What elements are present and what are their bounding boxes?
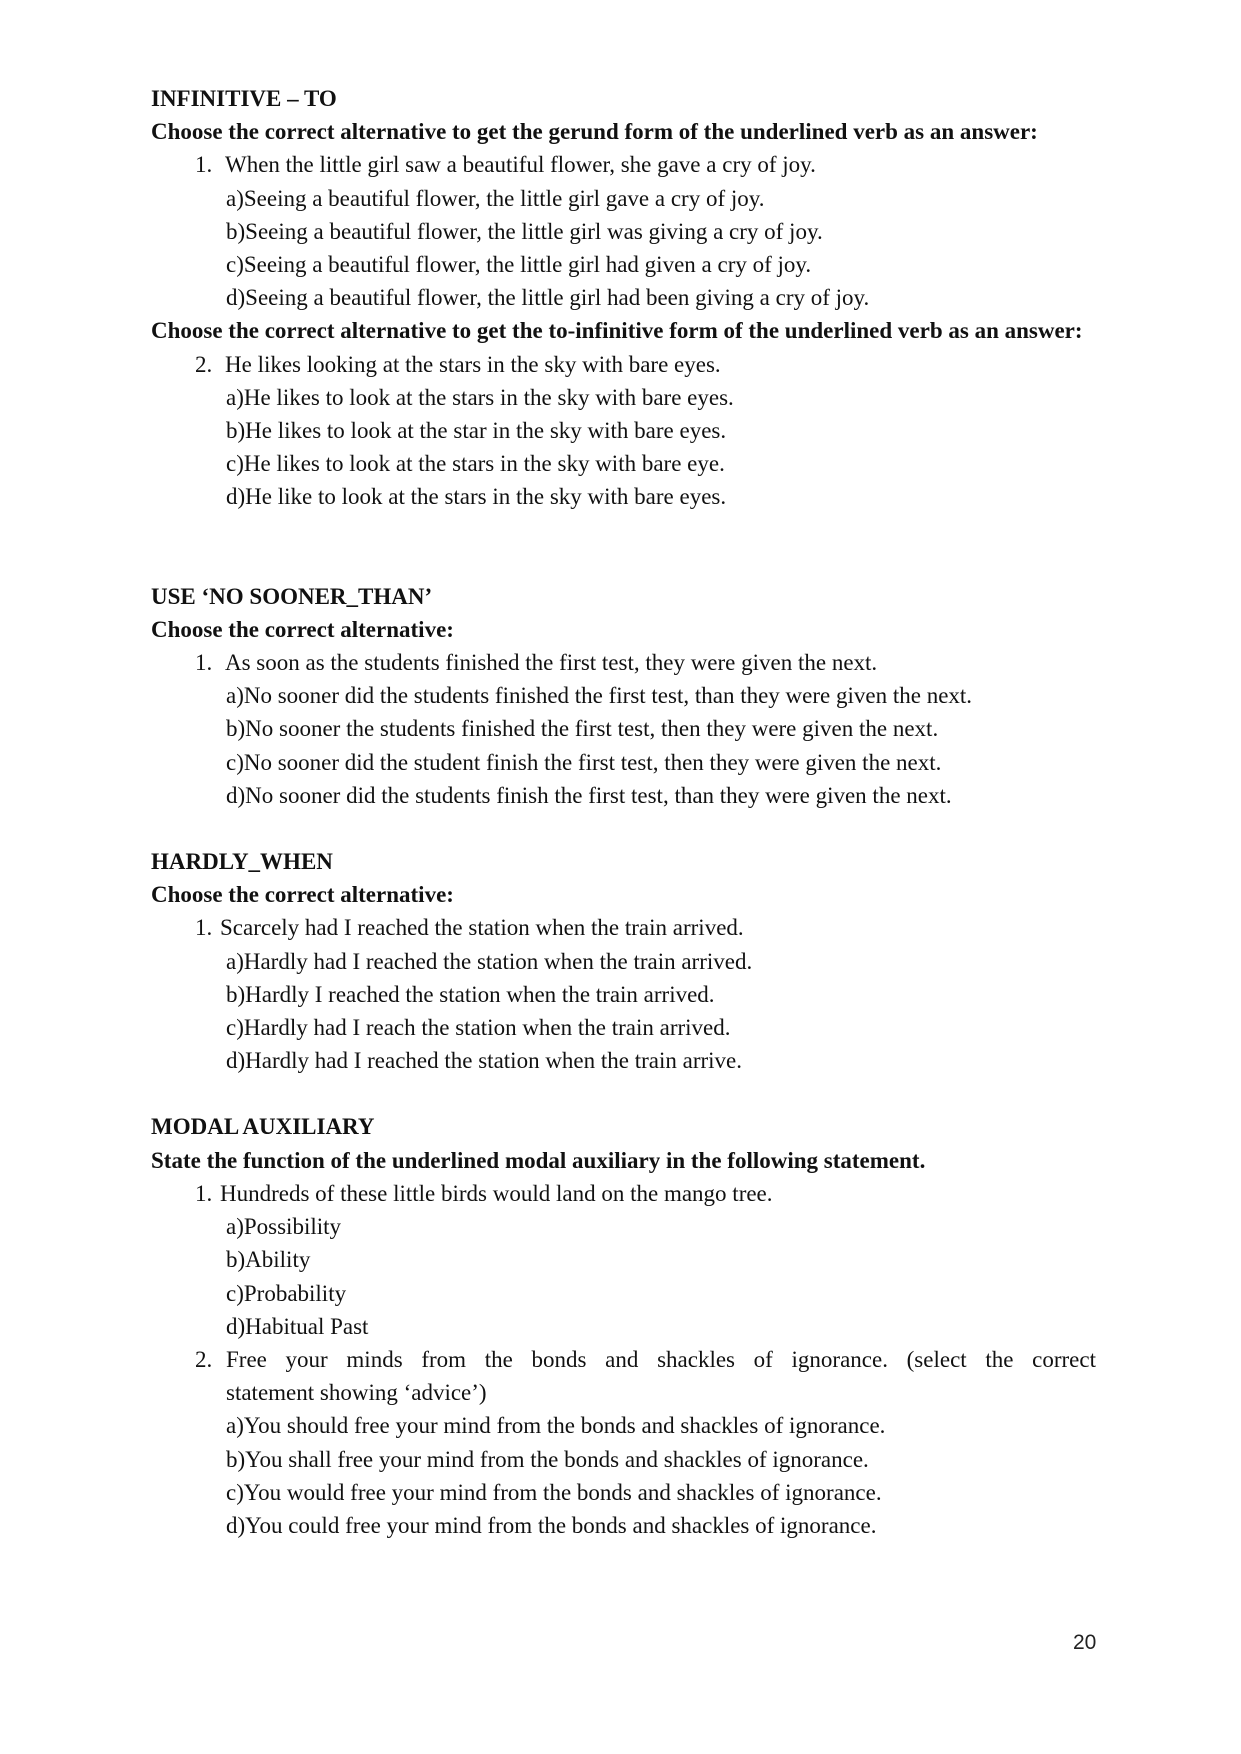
page-number: 20 — [1073, 1631, 1097, 1654]
option-d: d)Hardly had I reached the station when the train arrive. — [226, 1048, 743, 1074]
option-d: d)He like to look at the stars in the sky with bare eyes. — [226, 484, 727, 510]
section-heading-hardly: HARDLY_WHEN — [151, 849, 333, 875]
section-heading-infinitive: INFINITIVE – TO — [151, 86, 337, 111]
option-a: a)Seeing a beautiful flower, the little girl gave a cry of joy. — [226, 185, 765, 211]
option-b: b)Seeing a beautiful flower, the little girl was giving a cry of joy. — [226, 218, 823, 244]
instruction-gerund: Choose the correct alternative to get the gerund form of the underlined verb as an answer: — [151, 119, 1038, 145]
option-a: a)He likes to look at the stars in the sky with bare eyes. — [226, 384, 734, 410]
option-c: c)Hardly had I reach the station when the train arrived. — [226, 1015, 731, 1041]
instruction-to-infinitive: Choose the correct alternative to get the to-infinitive form of the underlined verb as an answer: — [151, 318, 1083, 344]
option-c: c)No sooner did the student finish the first test, then they were given the next. — [226, 749, 942, 775]
question-number: 1. — [195, 650, 213, 676]
option-c: c)He likes to look at the stars in the sky with bare eye. — [226, 451, 725, 477]
question-2 — [151, 1343, 1096, 1376]
option-b: b)You shall free your mind from the bonds and shackles of ignorance. — [226, 1446, 869, 1472]
question-text-line-2: statement showing ‘advice’) — [226, 1380, 487, 1406]
question-text: When the little girl saw a beautiful flower, she gave a cry of joy. — [225, 152, 816, 178]
question-number: 2. — [195, 351, 213, 377]
option-a: a)Possibility — [226, 1214, 342, 1240]
option-c: c)Seeing a beautiful flower, the little girl had given a cry of joy. — [226, 252, 812, 278]
option-a: a)Hardly had I reached the station when the train arrived. — [226, 948, 753, 974]
option-b: b)He likes to look at the star in the sky with bare eyes. — [226, 418, 727, 444]
spacer — [151, 514, 1096, 580]
question-number: 1. — [195, 152, 213, 178]
spacer — [151, 1077, 1096, 1110]
option-c: c)You would free your mind from the bonds and shackles of ignorance. — [226, 1479, 882, 1505]
question-number: 1. — [195, 915, 213, 941]
option-a: a)You should free your mind from the bonds and shackles of ignorance. — [226, 1413, 886, 1439]
option-d: d)No sooner did the students finish the first test, than they were given the next. — [226, 782, 952, 808]
question-1 — [151, 646, 1096, 679]
instruction-hardly: Choose the correct alternative: — [151, 882, 454, 908]
instruction-no-sooner: Choose the correct alternative: — [151, 616, 454, 642]
option-a: a)No sooner did the students finished the first test, than they were given the next. — [226, 683, 973, 709]
question-1 — [151, 911, 1096, 944]
option-b: b)Ability — [226, 1247, 311, 1273]
question-number: 2. — [195, 1346, 213, 1372]
question-text: Hundreds of these little birds would land on the mango tree. — [220, 1180, 773, 1206]
question-1 — [151, 148, 1096, 181]
option-d: d)You could free your mind from the bonds and shackles of ignorance. — [226, 1512, 877, 1538]
option-d: d)Habitual Past — [226, 1313, 369, 1339]
question-text: As soon as the students finished the first test, they were given the next. — [225, 650, 878, 676]
option-b: b)Hardly I reached the station when the train arrived. — [226, 981, 715, 1007]
section-heading-no-sooner: USE ‘NO SOONER_THAN’ — [151, 583, 433, 609]
question-number: 1. — [195, 1180, 213, 1206]
option-c: c)Probability — [226, 1280, 347, 1306]
section-heading-modal: MODAL AUXILIARY — [151, 1114, 375, 1140]
instruction-modal: State the function of the underlined modal auxiliary in the following statement. — [151, 1147, 926, 1173]
question-text-line-1: Free your minds from the bonds and shackles of ignorance. (select the correct — [226, 1346, 1096, 1372]
option-b: b)No sooner the students finished the first test, then they were given the next. — [226, 716, 939, 742]
document-page — [151, 82, 1096, 1542]
question-1 — [151, 1177, 1096, 1210]
question-2 — [151, 348, 1096, 381]
question-text: He likes looking at the stars in the sky with bare eyes. — [225, 351, 721, 377]
option-d: d)Seeing a beautiful flower, the little girl had been giving a cry of joy. — [226, 285, 870, 311]
question-text: Scarcely had I reached the station when the train arrived. — [220, 915, 744, 941]
spacer — [151, 812, 1096, 845]
